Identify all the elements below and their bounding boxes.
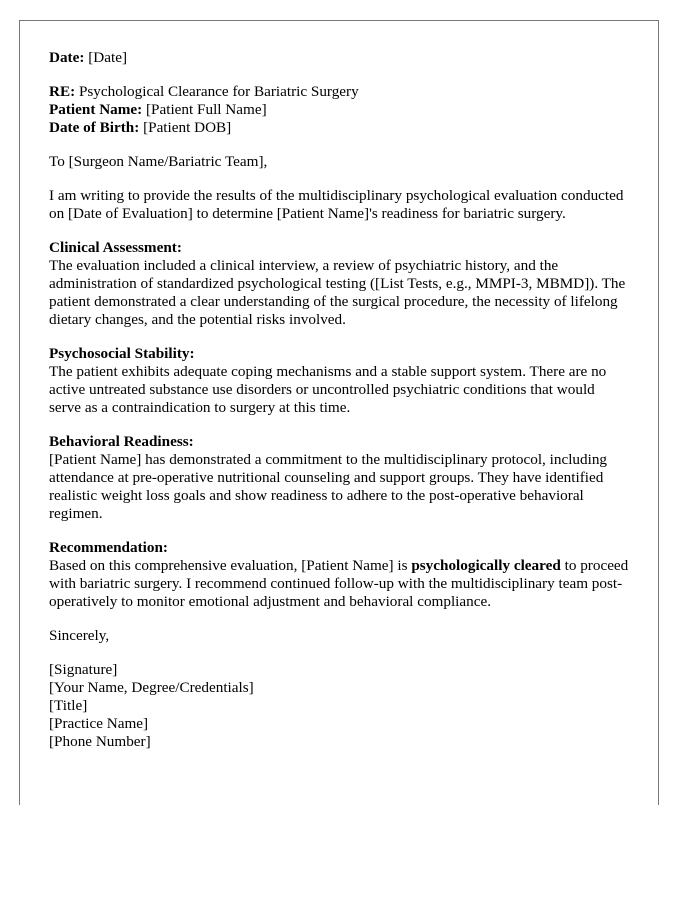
section-heading: Psychosocial Stability:: [49, 345, 195, 362]
patient-name-label: Patient Name:: [49, 101, 143, 118]
practice-name-line: [Practice Name]: [49, 715, 149, 732]
patient-name-value: [Patient Full Name]: [146, 101, 267, 118]
date-value: [Date]: [88, 49, 128, 66]
date-label: Date:: [49, 49, 85, 66]
section-clinical-assessment: [49, 239, 630, 329]
dob-value: [Patient DOB]: [143, 119, 232, 136]
signer-name-line: [Your Name, Degree/Credentials]: [49, 679, 254, 696]
closing: Sincerely,: [49, 627, 110, 644]
re-label: RE:: [49, 83, 76, 100]
section-heading: Clinical Assessment:: [49, 239, 182, 256]
patient-name-line: [49, 101, 630, 119]
dob-label: Date of Birth:: [49, 119, 140, 136]
section-body: [49, 557, 630, 611]
section-recommendation: [49, 539, 630, 611]
section-body: The patient exhibits adequate coping mechanisms and a stable support system. There are no active untreated substance use disorders or uncontrolled psychiatric conditions that would serve as a contraindication to surgery at this time.: [49, 363, 607, 416]
signer-title-line: [Title]: [49, 697, 88, 714]
phone-number-line: [Phone Number]: [49, 733, 151, 750]
salutation: To [Surgeon Name/Bariatric Team],: [49, 153, 268, 170]
recommendation-text-before: Based on this comprehensive evaluation, [Patient Name] is: [49, 557, 412, 574]
dob-line: [49, 119, 630, 137]
recommendation-text-after: to proceed with bariatric surgery. I recommend continued follow-up with the multidisciplinary team post-operatively to monitor emotional adjustment and behavioral compliance.: [49, 557, 629, 610]
re-value: Psychological Clearance for Bariatric Surgery: [78, 83, 359, 100]
section-heading: Recommendation:: [49, 539, 168, 556]
signature-block: [49, 661, 630, 751]
date-line: [49, 49, 630, 67]
letter-page: [19, 20, 659, 805]
header-block: [49, 83, 630, 137]
section-body: [Patient Name] has demonstrated a commitment to the multidisciplinary protocol, including attendance at pre-operative nutritional counseling and support groups. They have identified realistic weight loss goals and show readiness to adhere to the post-operative behavioral regimen.: [49, 451, 608, 522]
section-heading: Behavioral Readiness:: [49, 433, 194, 450]
re-line: [49, 83, 630, 101]
recommendation-emphasis: psychologically cleared: [411, 557, 561, 574]
signature-line: [Signature]: [49, 661, 118, 678]
intro-paragraph: I am writing to provide the results of the multidisciplinary psychological evaluation conducted on [Date of Evaluation] to determine [Patient Name]'s readiness for bariatric surgery.: [49, 187, 624, 222]
section-body: The evaluation included a clinical interview, a review of psychiatric history, and the administration of standardized psychological testing ([List Tests, e.g., MMPI-3, MBMD]). The patient demonstrated a clear understanding of the surgical procedure, the necessity of lifelong dietary changes, and the potential risks involved.: [49, 257, 626, 328]
section-behavioral-readiness: [49, 433, 630, 523]
section-psychosocial-stability: [49, 345, 630, 417]
